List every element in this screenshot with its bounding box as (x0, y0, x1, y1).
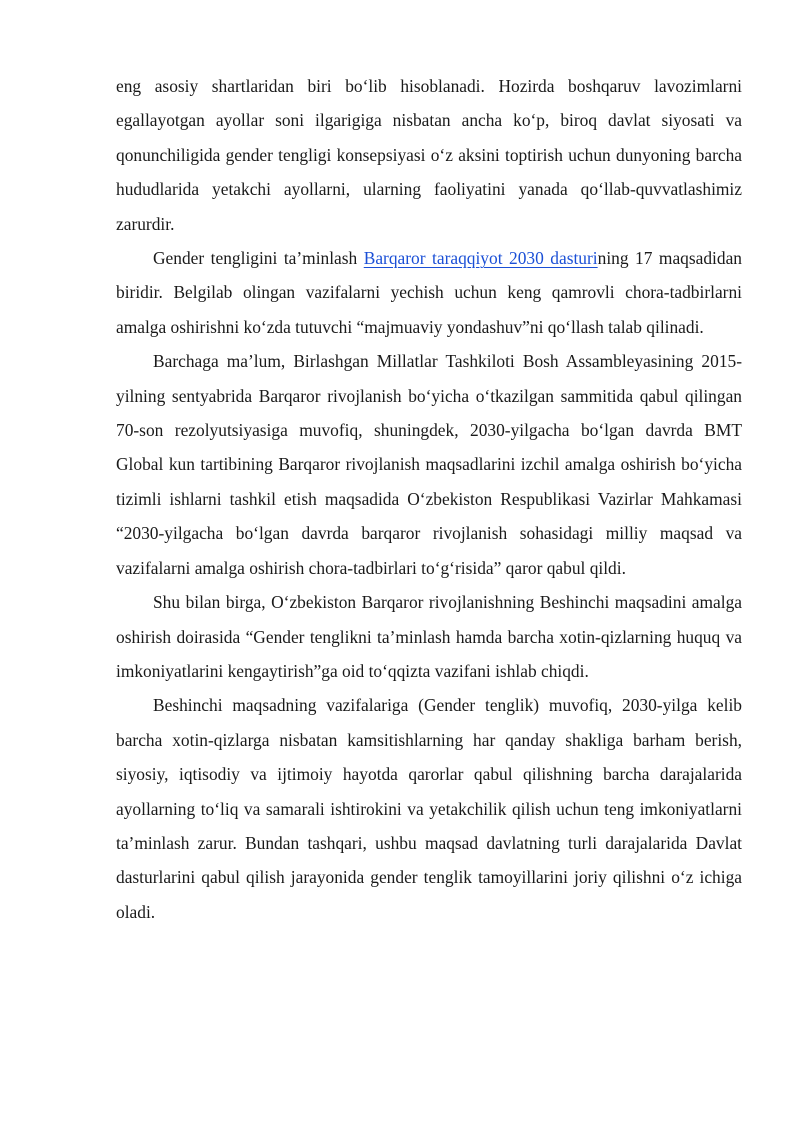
paragraph-4: Shu bilan birga, O‘zbekiston Barqaror rivojlanishning Beshinchi maqsadini amalga oshirish doirasida “Gender tenglikni ta’minlash hamda barcha xotin-qizlarning huquq va imkoniyatlarini kengaytirish”ga oid to‘qqizta vazifani ishlab chiqdi. (116, 592, 742, 681)
document-page (116, 69, 742, 929)
sdg-2030-link[interactable]: Barqaror taraqqiyot 2030 dasturi (363, 248, 598, 269)
paragraph-2-text-after: ning 17 maqsadidan biridir. Belgilab olingan vazifalarni yechish uchun keng qamrovli chora-tadbirlarni amalga oshirishni ko‘zda tutuvchi “majmuaviy yondashuv”ni qo‘llash talab qilinadi. (116, 248, 742, 337)
paragraph-2 (116, 241, 742, 344)
paragraph-2-text-before: Gender tengligini ta’minlash (153, 248, 364, 269)
paragraph-1: eng asosiy shartlaridan biri bo‘lib hisoblanadi. Hozirda boshqaruv lavozimlarni egallayotgan ayollar soni ilgarigiga nisbatan ancha ko‘p, biroq davlat siyosati va qonunchiligida gender tengligi konsepsiyasi o‘z aksini toptirish uchun dunyoning barcha hududlarida yetakchi ayollarni, ularning faoliyatini yanada qo‘llab-quvvatlashimiz zarurdir. (116, 76, 742, 234)
paragraph-5: Beshinchi maqsadning vazifalariga (Gender tenglik) muvofiq, 2030-yilga kelib barcha xotin-qizlarga nisbatan kamsitishlarning har qanday shakliga barham berish, siyosiy, iqtisodiy va ijtimoiy hayotda qarorlar qabul qilishning barcha darajalarida ayollarning to‘liq va samarali ishtirokini va yetakchilik qilish uchun teng imkoniyatlarni ta’minlash zarur. Bundan tashqari, ushbu maqsad davlatning turli darajalarida Davlat dasturlarini qabul qilish jarayonida gender tenglik tamoyillarini joriy qilishni o‘z ichiga oladi. (116, 695, 742, 922)
paragraph-3: Barchaga ma’lum, Birlashgan Millatlar Tashkiloti Bosh Assambleyasining 2015-yilning sentyabrida Barqaror rivojlanish bo‘yicha o‘tkazilgan sammitida qabul qilingan 70-son rezolyutsiyasiga muvofiq, shuningdek, 2030-yilgacha bo‘lgan davrda BMT Global kun tartibining Barqaror rivojlanish maqsadlarini izchil amalga oshirish bo‘yicha tizimli ishlarni tashkil etish maqsadida O‘zbekiston Respublikasi Vazirlar Mahkamasi “2030-yilgacha bo‘lgan davrda barqaror rivojlanish sohasidagi milliy maqsad va vazifalarni amalga oshirish chora-tadbirlari to‘g‘risida” qaror qabul qildi. (116, 351, 742, 578)
